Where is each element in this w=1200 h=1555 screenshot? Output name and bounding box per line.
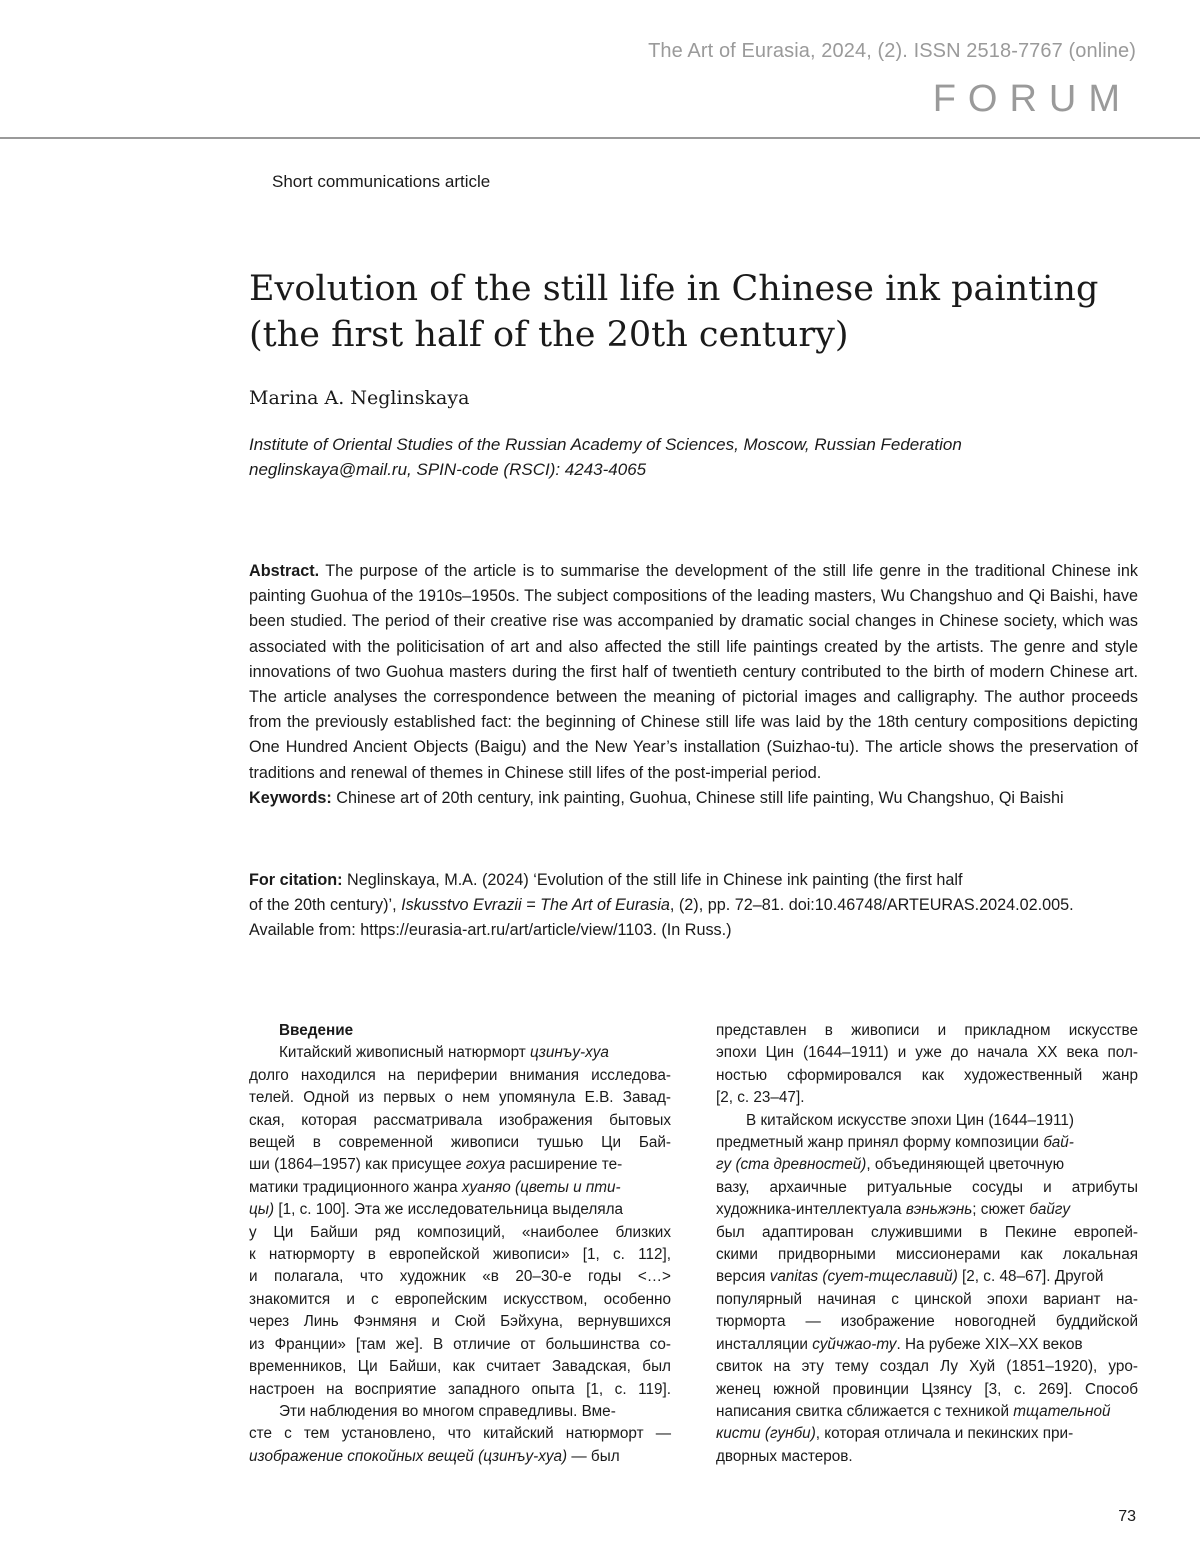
article-type: Short communications article <box>272 172 491 191</box>
section-heading: Введение <box>279 1022 354 1039</box>
section-label: FORUM <box>932 78 1132 120</box>
citation-text-2a: of the 20th century)’, <box>249 896 402 914</box>
body-line: художника-интеллектуала вэньжэнь; сюжет байгу <box>716 1201 1071 1219</box>
journal-info: The Art of Eurasia, 2024, (2). ISSN 2518-7767 (online) <box>648 40 1136 62</box>
body-line: настроен на восприятие западного опыта [1, с. 119]. <box>249 1380 671 1398</box>
body-line: ностью сформировался как художественный жанр <box>716 1066 1138 1084</box>
body-line: популярный начиная с цинской эпохи вариант на- <box>716 1290 1138 1308</box>
author-affiliation <box>249 432 962 482</box>
keywords-paragraph <box>249 786 1138 811</box>
affiliation-contact: neglinskaya@mail.ru, SPIN-code (RSCI): 4243-4065 <box>249 460 647 479</box>
body-line: вещей в современной живописи тушью Ци Бай- <box>249 1134 671 1152</box>
body-line: и полагала, что художник «в 20–30-е годы <…> <box>249 1268 671 1286</box>
citation-line-3: Available from: https://eurasia-art.ru/art/article/view/1103. (In Russ.) <box>249 921 732 939</box>
body-line: тюрморта — изображение новогодней буддийской <box>716 1313 1138 1331</box>
body-line: кисти (гунби), которая отличала и пекинских при- <box>716 1425 1074 1443</box>
body-line: В китайском искусстве эпохи Цин (1644–1911) <box>746 1111 1074 1129</box>
body-line: из Франции» [там же]. В отличие от большинства со- <box>249 1335 671 1353</box>
page-number: 73 <box>1118 1508 1136 1525</box>
body-line: долго находился на периферии внимания исследова- <box>249 1066 671 1084</box>
citation-journal: Iskusstvo Evrazii = The Art of Eurasia <box>401 896 670 914</box>
keywords-label: Keywords: <box>249 788 332 807</box>
body-line: дворных мастеров. <box>716 1447 853 1465</box>
title-line-2: (the first half of the 20th century) <box>249 315 849 355</box>
body-line: сте с тем установлено, что китайский натюрморт — <box>249 1425 671 1443</box>
body-line: изображение спокойных вещей (цзинъу-хуа) — был <box>249 1447 620 1465</box>
body-line: у Ци Байши ряд композиций, «наиболее близких <box>249 1223 671 1241</box>
abstract-label: Abstract. <box>249 562 320 580</box>
body-line: скими придворными миссионерами как локальная <box>716 1246 1138 1264</box>
body-line: знакомится и с европейским искусством, особенно <box>249 1290 671 1308</box>
body-line: представлен в живописи и прикладном искусстве <box>716 1022 1138 1039</box>
article-title <box>249 266 1129 358</box>
citation-text-1: Neglinskaya, M.A. (2024) ‘Evolution of the still life in Chinese ink painting (the first half <box>347 871 963 889</box>
header-divider <box>0 137 1200 139</box>
body-line: инсталляции суйчжао-ту. На рубеже XIX–XX веков <box>716 1335 1083 1353</box>
citation-label: For citation: <box>249 871 343 889</box>
body-line: женец южной провинции Цзянсу [3, с. 269]. Способ <box>716 1380 1138 1398</box>
abstract-block <box>249 559 1138 811</box>
body-line: цы) [1, с. 100]. Эта же исследовательница выделяла <box>249 1201 624 1219</box>
body-line: вазу, архаичные ритуальные сосуды и атрибуты <box>716 1178 1138 1196</box>
author-name: Marina A. Neglinskaya <box>249 387 470 409</box>
title-line-1: Evolution of the still life in Chinese ink painting <box>249 269 1099 309</box>
body-column-left <box>249 1020 671 1468</box>
body-column-right <box>716 1020 1138 1468</box>
body-line: телей. Одной из первых о нем упомянула Е.В. Завад- <box>249 1089 671 1107</box>
body-line: через Линь Фэнмяня и Сюй Бэйхуна, вернувшихся <box>249 1313 671 1331</box>
body-line: был адаптирован служившими в Пекине европей- <box>716 1223 1138 1241</box>
affiliation-institute: Institute of Oriental Studies of the Russian Academy of Sciences, Moscow, Russian Federation <box>249 435 962 454</box>
body-line: версия vanitas (сует-тщеславий) [2, с. 48–67]. Другой <box>716 1268 1104 1286</box>
abstract-text: The purpose of the article is to summarise the development of the still life genre in the traditional Chinese ink painting Guohua of the 1910s–1950s. The subject compositions of the leading masters, Wu Changshuo and Qi Baishi, have been studied. The period of their creative rise was accompanied by dramatic social changes in Chinese society, which was associated with the politicisation of art and also affected the still life paintings created by the artists. The genre and style innovations of two Guohua masters during the first half of twentieth century contributed to the birth of modern Chinese art. The article analyses the correspondence between the meaning of pictorial images and calligraphy. The author proceeds from the previously established fact: the beginning of Chinese still life was laid by the 18th century compositions depicting One Hundred Ancient Objects (Baigu) and the New Year’s installation (Suizhao-tu). The article shows the preservation of traditions and renewal of themes in Chinese still lifes of the post-imperial period. <box>249 562 1138 782</box>
body-line: предметный жанр принял форму композиции бай- <box>716 1134 1074 1152</box>
keywords-text: Chinese art of 20th century, ink painting, Guohua, Chinese still life painting, Wu Changshuo, Qi Baishi <box>336 788 1064 807</box>
body-line: матики традиционного жанра хуаняо (цветы и пти- <box>249 1178 621 1196</box>
citation-text-2b: , (2), pp. 72–81. doi:10.46748/ARTEURAS.2024.02.005. <box>669 896 1074 914</box>
citation-line-1 <box>249 868 1149 893</box>
body-line: ская, которая рассматривала изображения бытовых <box>249 1111 671 1129</box>
body-line: Эти наблюдения во многом справедливы. Вме- <box>279 1402 616 1420</box>
body-line: ши (1864–1957) как присущее гохуа расширение те- <box>249 1156 623 1174</box>
body-line: свиток на эту тему создал Лу Хуй (1851–1920), уро- <box>716 1358 1138 1376</box>
citation-line-2 <box>249 893 1149 918</box>
body-line: эпохи Цин (1644–1911) и уже до начала XX века пол- <box>716 1044 1138 1062</box>
body-line: временников, Ци Байши, как считает Завадская, был <box>249 1358 671 1376</box>
citation-block <box>249 868 1149 943</box>
body-line: гу (ста древностей), объединяющей цветочную <box>716 1156 1065 1174</box>
body-line: [2, с. 23–47]. <box>716 1089 805 1107</box>
body-line: к натюрморту в европейской живописи» [1, с. 112], <box>249 1246 671 1264</box>
abstract-paragraph <box>249 559 1138 786</box>
body-line: написания свитка сближается с техникой тщательной <box>716 1402 1111 1420</box>
body-line: Китайский живописный натюрморт цзинъу-хуа <box>279 1044 609 1062</box>
